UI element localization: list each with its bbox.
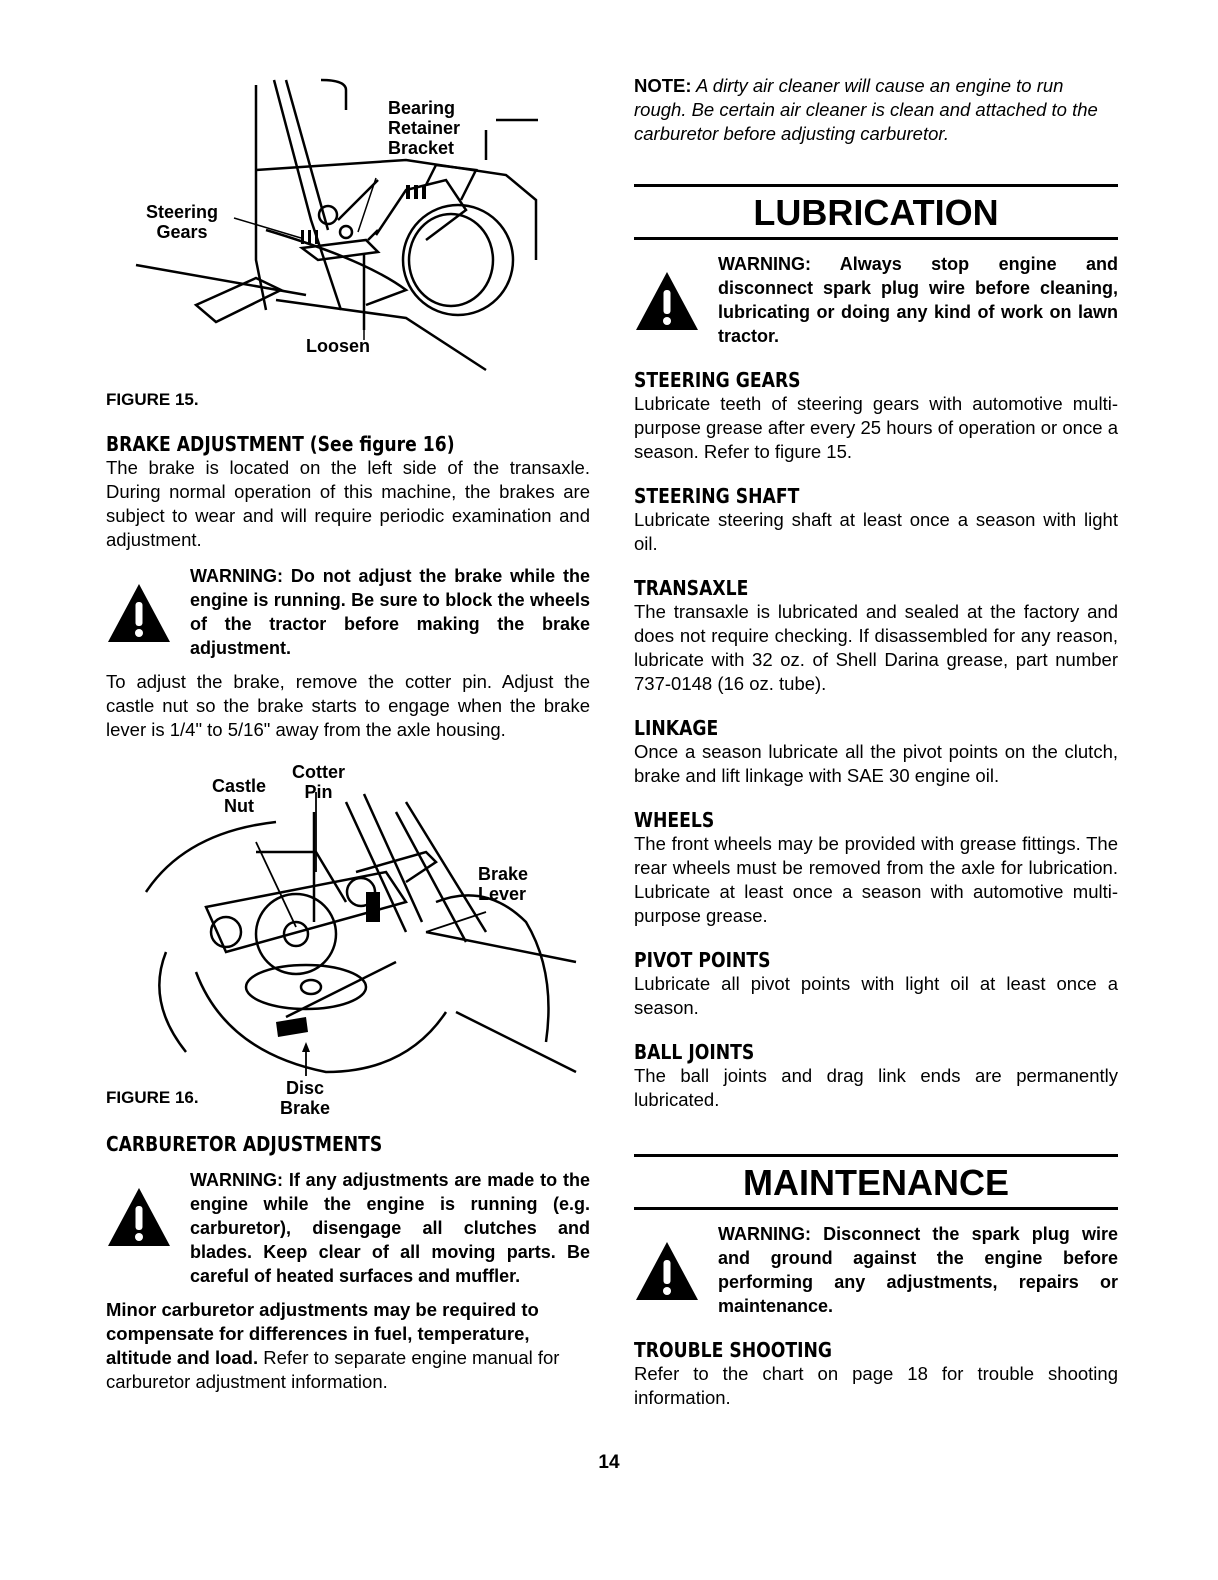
label-disc-brake: Disc Brake	[280, 1078, 331, 1118]
warning-icon	[634, 1240, 700, 1302]
section-transaxle	[634, 576, 1118, 696]
figure-15	[106, 60, 590, 382]
section-text: The transaxle is lubricated and sealed at the factory and does not require checking. If disassembled for any reason, lubricate with 32 oz. of Shell Darina grease, part number 737-0148 (16 oz. tube).	[634, 601, 1118, 694]
section-text: Refer to the chart on page 18 for trouble shooting information.	[634, 1363, 1118, 1408]
warning-icon	[106, 1186, 172, 1248]
note-label: NOTE:	[634, 75, 692, 96]
figure-16-illustration	[106, 752, 590, 1102]
label-loosen: Loosen	[306, 336, 371, 356]
carburetor-heading: CARBURETOR ADJUSTMENTS	[106, 1132, 383, 1156]
maintenance-warning-text: WARNING: Disconnect the spark plug wire and ground against the engine before performing any adjustments, repairs or maintenance.	[718, 1224, 1118, 1316]
brake-intro: The brake is located on the left side of the transaxle. During normal operation of this machine, the brakes are subject to wear and will require periodic examination and adjustment.	[106, 457, 590, 550]
label-cotter-pin: Cotter Pin	[292, 762, 345, 802]
section-text: The ball joints and drag link ends are permanently lubricated.	[634, 1065, 1118, 1110]
label-castle-nut: Castle Nut	[212, 776, 267, 816]
section-wheels	[634, 808, 1118, 928]
carburetor-bold-text: Minor carburetor adjustments may be required to compensate for differences in fuel, temperature, altitude and load.	[106, 1299, 539, 1368]
carburetor-text: Refer to separate engine manual for carburetor adjustment information.	[106, 1347, 560, 1392]
brake-warning-text: WARNING: Do not adjust the brake while the engine is running. Be sure to block the wheels of the tractor before making the brake adjustment.	[190, 566, 590, 658]
section-heading: BALL JOINTS	[634, 1040, 755, 1064]
brake-warning	[106, 564, 590, 660]
brake-adjustment-heading: BRAKE ADJUSTMENT (See figure 16)	[106, 432, 455, 456]
carburetor-body	[106, 1298, 590, 1394]
section-heading: LINKAGE	[634, 716, 719, 740]
section-text: Lubricate all pivot points with light oil at least once a season.	[634, 973, 1118, 1018]
section-steering-shaft	[634, 484, 1118, 556]
label-brake-lever: Brake Lever	[478, 864, 529, 904]
lubrication-warning	[634, 252, 1118, 348]
section-heading: TRANSAXLE	[634, 576, 749, 600]
carburetor-warning-text: WARNING: If any adjustments are made to the engine while the engine is running (e.g. carburetor), disengage all clutches and blades. Keep clear of all moving parts. Be careful of heated surfaces and muffler.	[190, 1170, 590, 1286]
section-heading: TROUBLE SHOOTING	[634, 1338, 833, 1362]
label-bearing-retainer-bracket: Bearing Retainer Bracket	[388, 98, 461, 158]
note-text: A dirty air cleaner will cause an engine to run rough. Be certain air cleaner is clean and attached to the carburetor before adjusting carburetor.	[634, 75, 1098, 144]
lubrication-sections	[634, 368, 1118, 1112]
figure-16-caption: FIGURE 16.	[106, 1088, 199, 1107]
section-heading: STEERING SHAFT	[634, 484, 800, 508]
section-text: Lubricate teeth of steering gears with automotive multi-purpose grease after every 25 hours of operation or once a season. Refer to figure 15.	[634, 393, 1118, 462]
left-column	[106, 60, 590, 1394]
section-steering-gears	[634, 368, 1118, 464]
lubrication-title: LUBRICATION	[634, 184, 1118, 240]
section-heading: STEERING GEARS	[634, 368, 801, 392]
figure-16	[106, 752, 590, 1118]
maintenance-warning	[634, 1222, 1118, 1318]
section-heading: WHEELS	[634, 808, 715, 832]
section-ball-joints	[634, 1040, 1118, 1112]
lubrication-warning-text: WARNING: Always stop engine and disconnect spark plug wire before cleaning, lubricating or doing any kind of work on lawn tractor.	[718, 254, 1118, 346]
warning-icon	[634, 270, 700, 332]
note	[634, 74, 1118, 146]
section-linkage	[634, 716, 1118, 788]
label-steering-gears: Steering Gears	[146, 202, 219, 242]
section-trouble-shooting	[634, 1338, 1118, 1410]
page-number: 14	[598, 1452, 620, 1473]
warning-icon	[106, 582, 172, 644]
right-column	[634, 74, 1118, 1410]
section-text: Once a season lubricate all the pivot points on the clutch, brake and lift linkage with SAE 30 engine oil.	[634, 741, 1118, 786]
section-pivot-points	[634, 948, 1118, 1020]
section-text: The front wheels may be provided with grease fittings. The rear wheels must be removed from the axle for lubrication. Lubricate at least once a season with automotive multi-purpose grease.	[634, 833, 1118, 926]
section-text: Lubricate steering shaft at least once a season with light oil.	[634, 509, 1118, 554]
carburetor-warning	[106, 1168, 590, 1288]
brake-instructions: To adjust the brake, remove the cotter pin. Adjust the castle nut so the brake starts to engage when the brake lever is 1/4" to 5/16" away from the axle housing.	[106, 671, 590, 740]
maintenance-title: MAINTENANCE	[634, 1154, 1118, 1210]
section-heading: PIVOT POINTS	[634, 948, 771, 972]
figure-15-caption: FIGURE 15.	[106, 390, 199, 409]
